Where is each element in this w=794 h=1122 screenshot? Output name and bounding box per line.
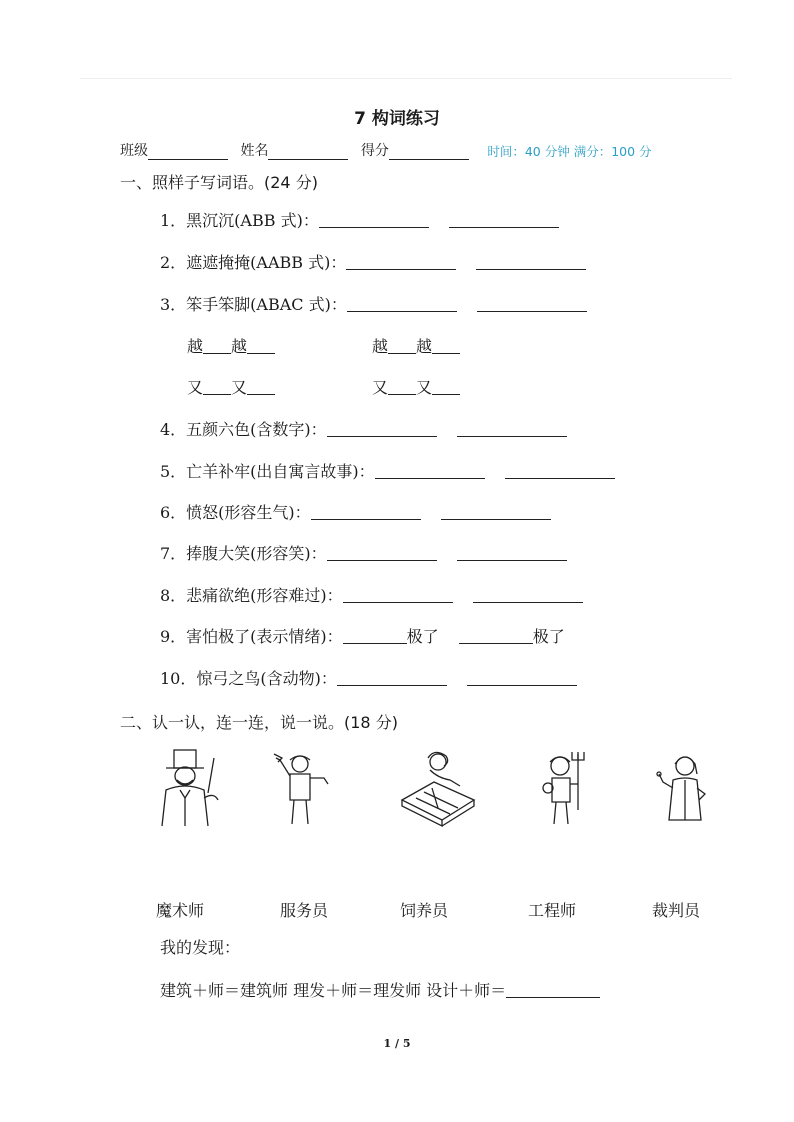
engineer-figure-icon[interactable] [398, 748, 478, 828]
formula-text: 建筑＋师＝建筑师 理发＋师＝理发师 设计＋师＝ [160, 981, 507, 1000]
name-field[interactable] [268, 145, 348, 160]
pattern-yue-2: 越 越 [372, 336, 460, 358]
answer-blank[interactable] [319, 210, 429, 228]
discovery-formula [160, 980, 600, 1002]
item-label: 4．五颜六色(含数字)： [160, 420, 327, 439]
item-label: 3．笨手笨脚(ABAC 式)： [160, 295, 347, 314]
answer-blank[interactable] [457, 419, 567, 437]
answer-blank[interactable] [457, 543, 567, 561]
item-label: 2．遮遮掩掩(AABB 式)： [160, 253, 347, 272]
answer-blank[interactable] [247, 377, 275, 395]
job-label-2[interactable]: 服务员 [280, 901, 329, 920]
answer-blank[interactable] [375, 461, 485, 479]
exercise-item-9: 9．害怕极了(表示情绪)： 极了 极了 [160, 627, 565, 646]
item-label: 6．愤怒(形容生气)： [160, 503, 311, 522]
answer-blank[interactable] [505, 461, 615, 479]
exercise-item-6 [160, 502, 551, 524]
exercise-item-2 [160, 252, 586, 274]
exercise-item-7 [160, 543, 567, 565]
exercise-item-10 [160, 668, 577, 690]
answer-blank[interactable] [327, 543, 437, 561]
exercise-item-4 [160, 419, 567, 441]
pattern-yue-1: 越 越 [187, 336, 275, 358]
exercise-item-8 [160, 585, 583, 607]
answer-blank[interactable] [441, 502, 551, 520]
item-label: 1．黑沉沉(ABB 式)： [160, 211, 319, 230]
answer-blank[interactable] [388, 336, 416, 354]
answer-blank[interactable] [449, 210, 559, 228]
waiter-figure-icon[interactable] [272, 748, 332, 828]
answer-blank[interactable] [343, 585, 453, 603]
exercise-item-1 [160, 210, 559, 232]
page-title: 7 构词练习 [354, 109, 440, 129]
answer-blank[interactable] [346, 252, 456, 270]
answer-blank[interactable] [467, 668, 577, 686]
answer-blank[interactable] [432, 336, 460, 354]
answer-blank[interactable] [432, 377, 460, 395]
score-field[interactable] [389, 145, 469, 160]
pattern-you-1: 又 又 [187, 377, 275, 399]
item-label: 8．悲痛欲绝(形容难过)： [160, 586, 343, 605]
breeder-figure-icon[interactable] [538, 748, 598, 828]
answer-blank[interactable] [473, 585, 583, 603]
job-label-4[interactable]: 工程师 [528, 901, 577, 920]
time-info: 时间：40 分钟 满分：100 分 [487, 144, 652, 159]
answer-blank[interactable] [343, 626, 407, 644]
answer-blank[interactable] [203, 377, 231, 395]
magician-figure-icon[interactable] [152, 748, 222, 828]
answer-blank[interactable] [203, 336, 231, 354]
answer-blank[interactable] [459, 626, 533, 644]
answer-blank[interactable] [247, 336, 275, 354]
student-info-line [120, 140, 652, 160]
job-label-3[interactable]: 饲养员 [400, 901, 449, 920]
section2-heading: 二、认一认，连一连，说一说。(18 分) [120, 713, 398, 732]
item-label: 5．亡羊补牢(出自寓言故事)： [160, 462, 375, 481]
job-label-1[interactable]: 魔术师 [156, 901, 205, 920]
answer-blank[interactable] [347, 294, 457, 312]
page-number: 1 / 5 [383, 1037, 411, 1050]
class-field[interactable] [148, 145, 228, 160]
top-rule [80, 78, 732, 79]
discovery-label: 我的发现： [160, 938, 241, 957]
answer-blank[interactable] [477, 294, 587, 312]
answer-blank[interactable] [476, 252, 586, 270]
name-label: 姓名 [240, 143, 269, 159]
item-label: 7．捧腹大笑(形容笑)： [160, 544, 327, 563]
score-label: 得分 [360, 143, 389, 159]
figures-row [148, 748, 718, 828]
answer-blank[interactable] [311, 502, 421, 520]
class-label: 班级 [120, 143, 148, 159]
answer-blank[interactable] [327, 419, 437, 437]
pattern-you-2: 又 又 [372, 377, 460, 399]
job-label-5[interactable]: 裁判员 [652, 901, 701, 920]
answer-blank[interactable] [388, 377, 416, 395]
section1-heading: 一、照样子写词语。(24 分) [120, 173, 318, 192]
referee-figure-icon[interactable] [653, 748, 713, 828]
item-label: 10．惊弓之鸟(含动物)： [160, 669, 337, 688]
item-label: 9．害怕极了(表示情绪)： [160, 627, 343, 646]
answer-blank[interactable] [337, 668, 447, 686]
answer-blank[interactable] [506, 980, 600, 998]
exercise-item-5 [160, 461, 615, 483]
exercise-item-3 [160, 294, 587, 316]
